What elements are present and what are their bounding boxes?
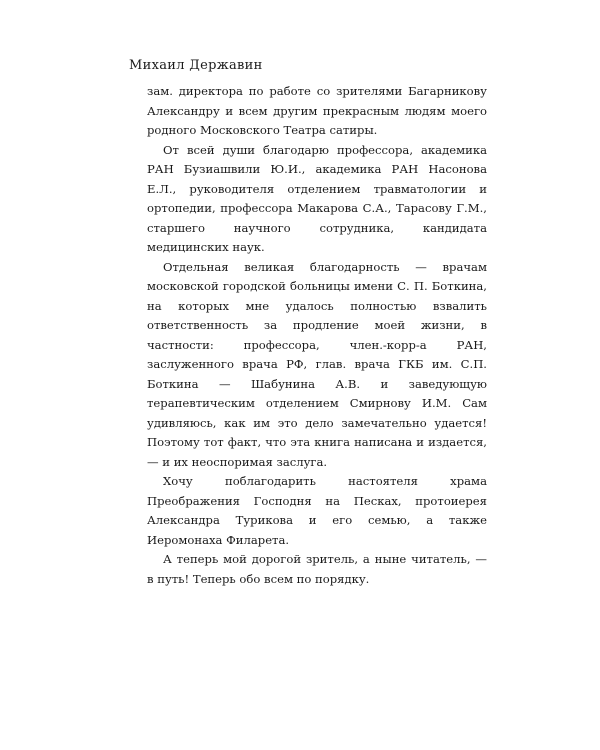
body-text	[147, 82, 487, 589]
paragraph: Отдельная великая благодарность — врачам московской городской больницы имени С. П. Боткина, на которых мне удалось полностью взвалить ответственность за продление моей жизни, в частности: профессора, член.-корр-а РАН, заслуженного врача РФ, глав. врача ГКБ им. С.П. Боткина — Шабунина А.В. и заведующую терапевтическим отделением Смирнову И.М. Сам удивляюсь, как им это дело замечательно удается! Поэтому тот факт, что эта книга написана и издается, — и их неоспоримая заслуга.	[147, 259, 487, 469]
paragraph: Хочу поблагодарить настоятеля храма Преображения Господня на Песках, протоиерея Александра Турикова и его семью, а также Иеромонаха Филарета.	[147, 474, 487, 547]
paragraph: зам. директора по работе со зрителями Багарникову Александру и всем другим прекрасным людям моего родного Московского Театра сатиры.	[147, 84, 487, 137]
paragraph: А теперь мой дорогой зритель, а ныне читатель, — в путь! Теперь обо всем по порядку.	[147, 552, 487, 586]
paragraph: От всей души благодарю профессора, академика РАН Бузиашвили Ю.И., академика РАН Насонова Е.Л., руководителя отделением травматологии и ортопедии, профессора Макарова С.А., Тарасову Г.М., старшего научного сотрудника, кандидата медицинских наук.	[147, 142, 487, 254]
running-head: Михаил Державин	[129, 58, 263, 73]
